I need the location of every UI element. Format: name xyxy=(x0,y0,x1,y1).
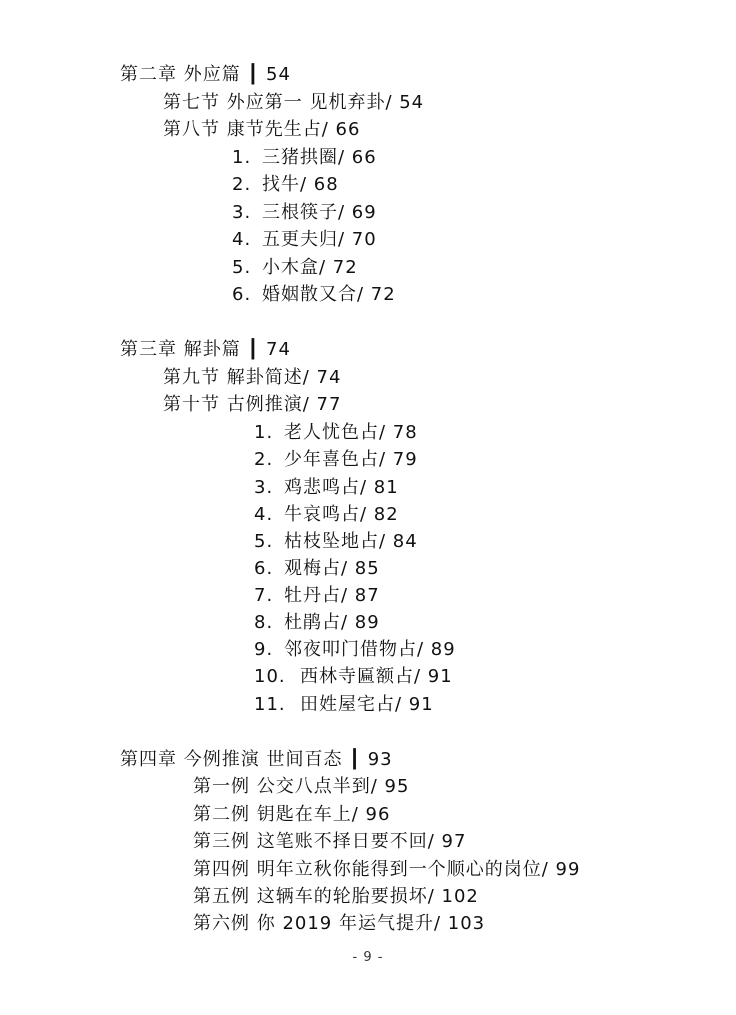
toc-item xyxy=(232,257,358,279)
toc-item xyxy=(232,202,377,224)
toc-item-number: 6. xyxy=(254,558,274,579)
toc-item-text: 婚姻散又合/ 72 xyxy=(262,284,396,305)
toc-item xyxy=(232,147,377,169)
toc-item-number: 3. xyxy=(232,202,252,223)
toc-example: 第二例 钥匙在车上/ 96 xyxy=(193,804,391,825)
toc-item-text: 邻夜叩门借物占/ 89 xyxy=(284,639,456,660)
toc-section-9: 第九节 解卦简述/ 74 xyxy=(163,367,342,388)
toc-item-text: 找牛/ 68 xyxy=(262,174,339,195)
toc-item-number: 11. xyxy=(254,694,286,715)
toc-example: 第六例 你 2019 年运气提升/ 103 xyxy=(193,913,486,934)
toc-item xyxy=(232,229,377,251)
toc-item-number: 5. xyxy=(232,257,252,278)
toc-example: 第三例 这笔账不择日要不回/ 97 xyxy=(193,831,467,852)
toc-chapter-3: 第三章 解卦篇 ┃ 74 xyxy=(120,339,291,360)
toc-item-text: 西林寺匾额占/ 91 xyxy=(300,666,453,687)
toc-example: 第五例 这辆车的轮胎要损坏/ 102 xyxy=(193,886,479,907)
toc-section-8: 第八节 康节先生占/ 66 xyxy=(163,119,361,140)
toc-item-text: 牡丹占/ 87 xyxy=(284,585,380,606)
toc-item-text: 三猪拱圈/ 66 xyxy=(262,147,377,168)
toc-item xyxy=(254,531,418,553)
toc-item xyxy=(254,504,399,526)
toc-section-10: 第十节 古例推演/ 77 xyxy=(163,394,342,415)
toc-item-text: 枯枝坠地占/ 84 xyxy=(284,531,418,552)
toc-item xyxy=(254,477,399,499)
toc-item-number: 3. xyxy=(254,477,274,498)
toc-item xyxy=(232,174,339,196)
toc-item-number: 1. xyxy=(232,147,252,168)
toc-item-number: 4. xyxy=(254,504,274,525)
toc-item xyxy=(254,612,380,634)
page-number: - 9 - xyxy=(352,950,384,965)
toc-item-number: 2. xyxy=(232,174,252,195)
toc-item xyxy=(254,666,453,688)
toc-item-text: 老人忧色占/ 78 xyxy=(284,422,418,443)
toc-item-text: 少年喜色占/ 79 xyxy=(284,449,418,470)
toc-example: 第一例 公交八点半到/ 95 xyxy=(193,776,410,797)
toc-item-number: 7. xyxy=(254,585,274,606)
toc-item-number: 6. xyxy=(232,284,252,305)
toc-section-7: 第七节 外应第一 见机弃卦/ 54 xyxy=(163,92,425,113)
toc-item-text: 鸡悲鸣占/ 81 xyxy=(284,477,399,498)
toc-item xyxy=(254,422,418,444)
toc-item xyxy=(254,585,380,607)
toc-example: 第四例 明年立秋你能得到一个顺心的岗位/ 99 xyxy=(193,859,581,880)
toc-item xyxy=(232,284,396,306)
toc-item xyxy=(254,694,434,716)
toc-item-text: 杜鹃占/ 89 xyxy=(284,612,380,633)
toc-item-number: 10. xyxy=(254,666,286,687)
toc-item xyxy=(254,639,456,661)
toc-chapter-4: 第四章 今例推演 世间百态 ┃ 93 xyxy=(120,749,393,770)
toc-item-text: 田姓屋宅占/ 91 xyxy=(300,694,434,715)
toc-item-text: 牛哀鸣占/ 82 xyxy=(284,504,399,525)
toc-item-text: 五更夫归/ 70 xyxy=(262,229,377,250)
toc-item-text: 三根筷子/ 69 xyxy=(262,202,377,223)
toc-item-number: 9. xyxy=(254,639,274,660)
toc-item-number: 1. xyxy=(254,422,274,443)
toc-item-text: 小木盒/ 72 xyxy=(262,257,358,278)
toc-item-number: 2. xyxy=(254,449,274,470)
toc-item xyxy=(254,449,418,471)
toc-item-number: 4. xyxy=(232,229,252,250)
toc-item-text: 观梅占/ 85 xyxy=(284,558,380,579)
toc-item-number: 5. xyxy=(254,531,274,552)
toc-chapter-2: 第二章 外应篇 ┃ 54 xyxy=(120,64,291,85)
toc-item xyxy=(254,558,380,580)
toc-item-number: 8. xyxy=(254,612,274,633)
